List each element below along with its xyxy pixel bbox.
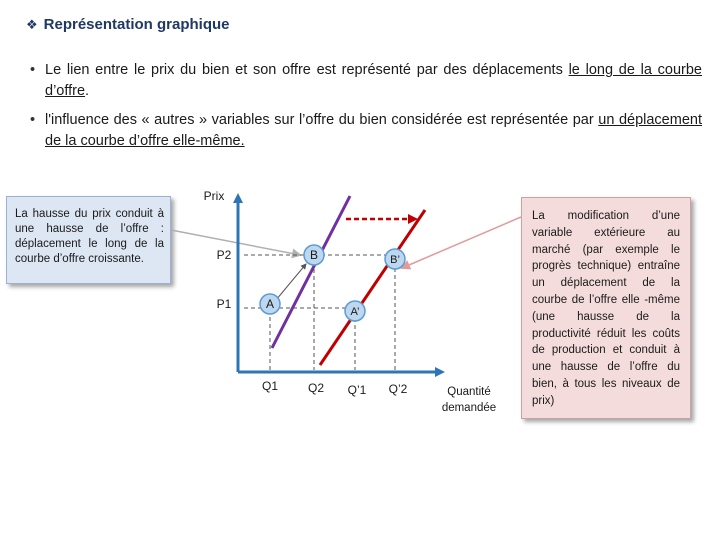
x-axis-label-line2: demandée [441, 402, 497, 414]
point-b-label: B [309, 248, 319, 262]
right-note-box: La modification d’une variable extérieure au marché (par exemple le progrès technique) entraîne un déplacement de la courbe de l’offre elle -même (une hausse de la productivité réduit les coûts de production et conduit à une hausse de l’offre du bien, à tous les niveaux de prix) [521, 197, 691, 419]
diamond-bullet-icon: ❖ [26, 16, 38, 32]
point-b-prime-label: B’ [390, 254, 400, 266]
supply-curve-initial [272, 196, 350, 348]
quantity-label-q1: Q1 [261, 379, 279, 393]
left-note-connector [171, 230, 300, 255]
x-axis-label-line1: Quantité [447, 386, 491, 398]
quantity-label-q2prime: Q’2 [388, 382, 408, 396]
price-label-p1: P1 [216, 297, 232, 311]
bullet-text-2: l'influence des « autres » variables sur l’offre du bien considérée est représentée par un déplacement de la courbe d’offre elle-même. [45, 112, 702, 149]
bullet-dot-icon: • [30, 62, 36, 78]
right-note-connector [402, 217, 521, 268]
section-heading-text: Représentation graphique [43, 16, 230, 33]
bullet-text-1: Le lien entre le prix du bien et son offre est représenté par des déplacements le long de la courbe d’offre. [45, 62, 702, 99]
point-a-label: A [265, 297, 275, 311]
left-note-box: La hausse du prix conduit à une hausse de l’offre : déplacement le long de la courbe d’offre croissante. [6, 196, 171, 284]
y-axis-label: Prix [203, 189, 225, 203]
point-a-prime-label: A’ [350, 306, 360, 318]
movement-arrow [276, 264, 306, 300]
supply-curve-shifted [320, 210, 425, 365]
bullet-dot-icon: • [30, 112, 36, 128]
quantity-label-q1prime: Q’1 [347, 383, 367, 397]
quantity-label-q2: Q2 [307, 381, 325, 395]
price-label-p2: P2 [216, 248, 232, 262]
